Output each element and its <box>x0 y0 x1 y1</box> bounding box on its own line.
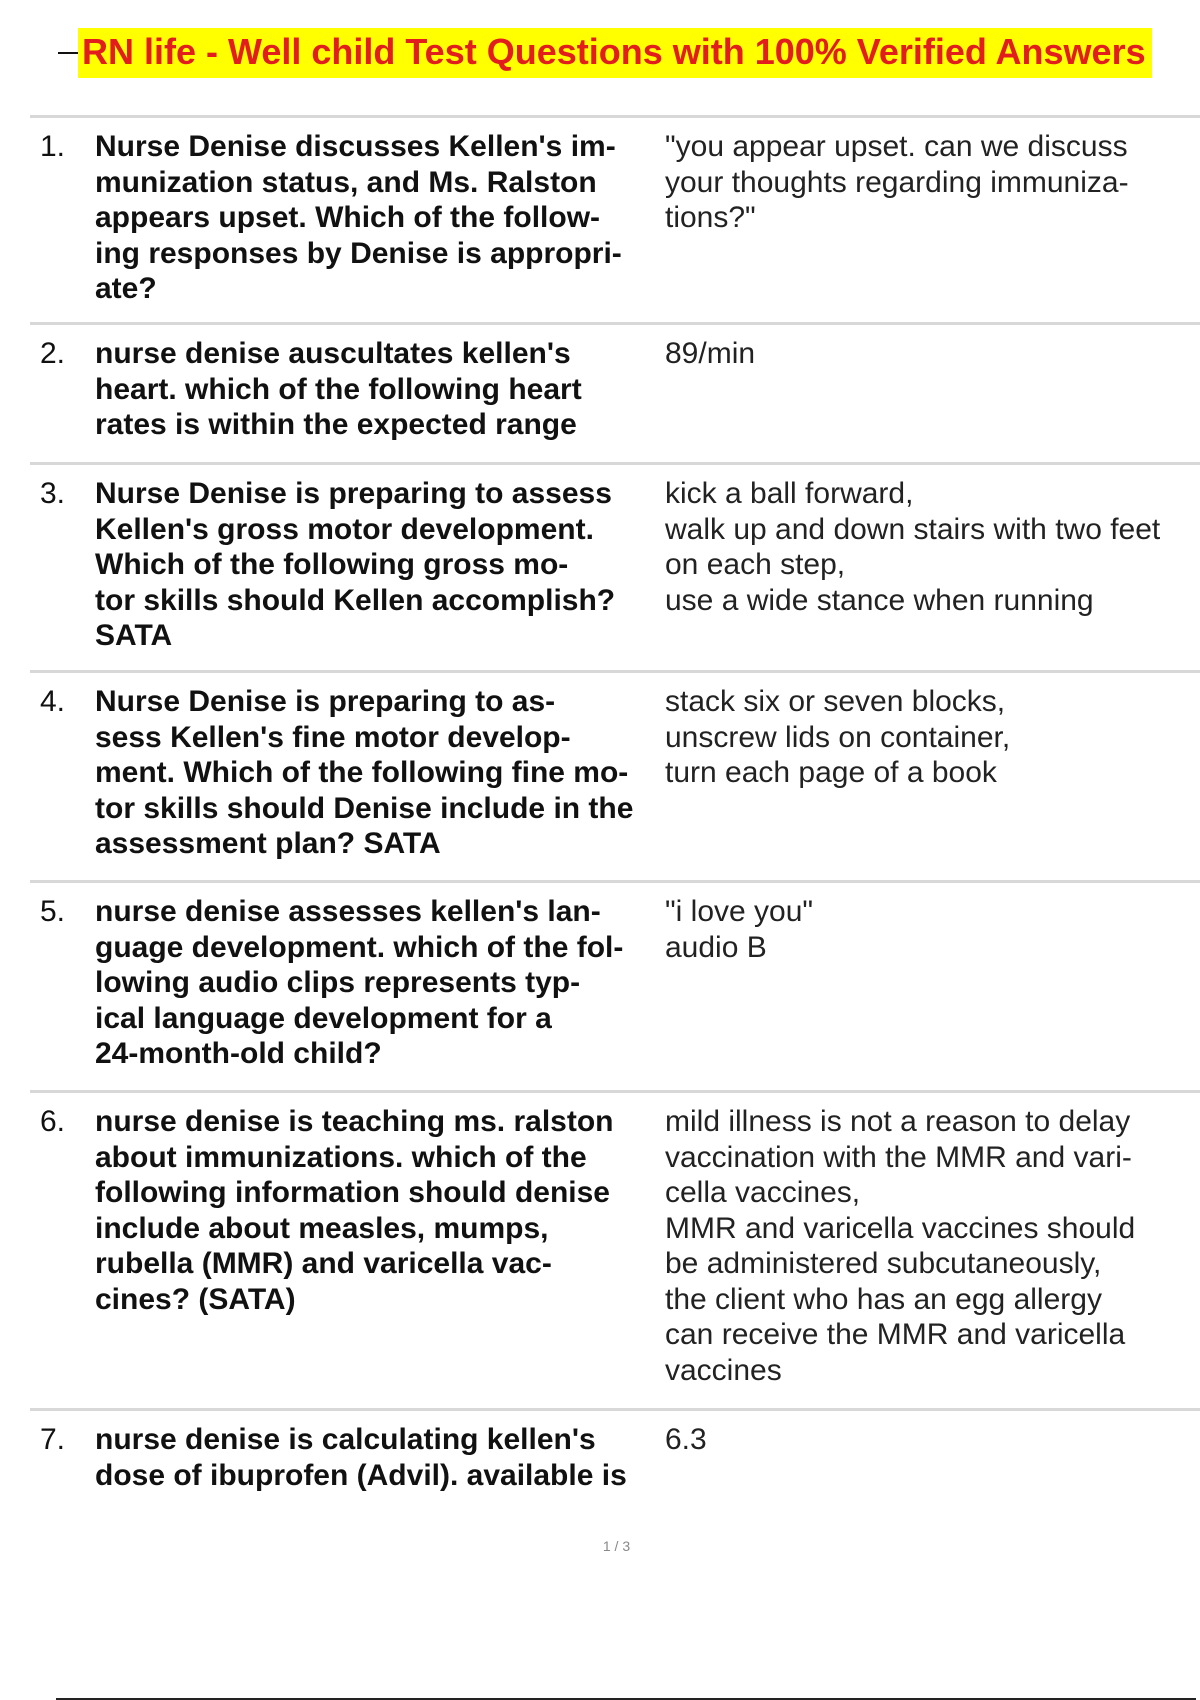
answer-text: 6.3 <box>665 1423 707 1456</box>
qa-row-1 <box>30 118 1200 325</box>
qa-row-6 <box>30 1093 1200 1411</box>
question-text: nurse denise is calculating kellen's dose of ibuprofen (Advil). available is <box>95 1423 627 1492</box>
question-text: Nurse Denise discusses Kellen's im- munization status, and Ms. Ralston appears upset. Which of the follow- ing responses by Denise is appropri- ate? <box>95 130 622 305</box>
answer-text: stack six or seven blocks, unscrew lids on container, turn each page of a book <box>665 685 1011 789</box>
page-indicator: 1 / 3 <box>602 1538 631 1554</box>
question-number: 4. <box>40 685 66 718</box>
question-text: nurse denise assesses kellen's lan- guage development. which of the fol- lowing audio clips represents typ- ical language development for a 24-month-old child? <box>95 895 624 1070</box>
qa-row-4 <box>30 673 1200 883</box>
qa-row-2 <box>30 325 1200 465</box>
answer-text: "i love you" audio B <box>665 895 814 964</box>
question-number: 2. <box>40 337 66 370</box>
qa-table <box>30 115 1200 1511</box>
question-text: Nurse Denise is preparing to assess Kellen's gross motor development. Which of the following gross mo- tor skills should Kellen accomplish? SATA <box>95 477 616 652</box>
document-header <box>58 28 1152 78</box>
question-number: 5. <box>40 895 66 928</box>
question-text: nurse denise is teaching ms. ralston about immunizations. which of the following information should denise include about measles, mumps, rubella (MMR) and varicella vac- cines? (SATA) <box>95 1105 614 1316</box>
document-title: RN life - Well child Test Questions with 100% Verified Answers <box>78 28 1152 78</box>
qa-row-3 <box>30 465 1200 673</box>
answer-text: "you appear upset. can we discuss your thoughts regarding immuniza- tions?" <box>665 130 1129 234</box>
qa-row-5 <box>30 883 1200 1093</box>
question-number: 7. <box>40 1423 66 1456</box>
title-dash <box>58 52 78 54</box>
answer-text: 89/min <box>665 337 756 370</box>
question-text: Nurse Denise is preparing to as- sess Kellen's fine motor develop- ment. Which of the following fine mo- tor skills should Denise include in the assessment plan? SATA <box>95 685 634 860</box>
answer-text: mild illness is not a reason to delay vaccination with the MMR and vari- cella vaccines, MMR and varicella vaccines should be administered subcutaneously, the client who has an egg allergy can receive the MMR and varicella vaccines <box>665 1105 1136 1387</box>
question-number: 6. <box>40 1105 66 1138</box>
answer-text: kick a ball forward, walk up and down stairs with two feet on each step, use a wide stance when running <box>665 477 1161 617</box>
question-number: 1. <box>40 130 66 163</box>
question-text: nurse denise auscultates kellen's heart. which of the following heart rates is within the expected range <box>95 337 582 441</box>
question-number: 3. <box>40 477 66 510</box>
qa-row-7 <box>30 1411 1200 1511</box>
